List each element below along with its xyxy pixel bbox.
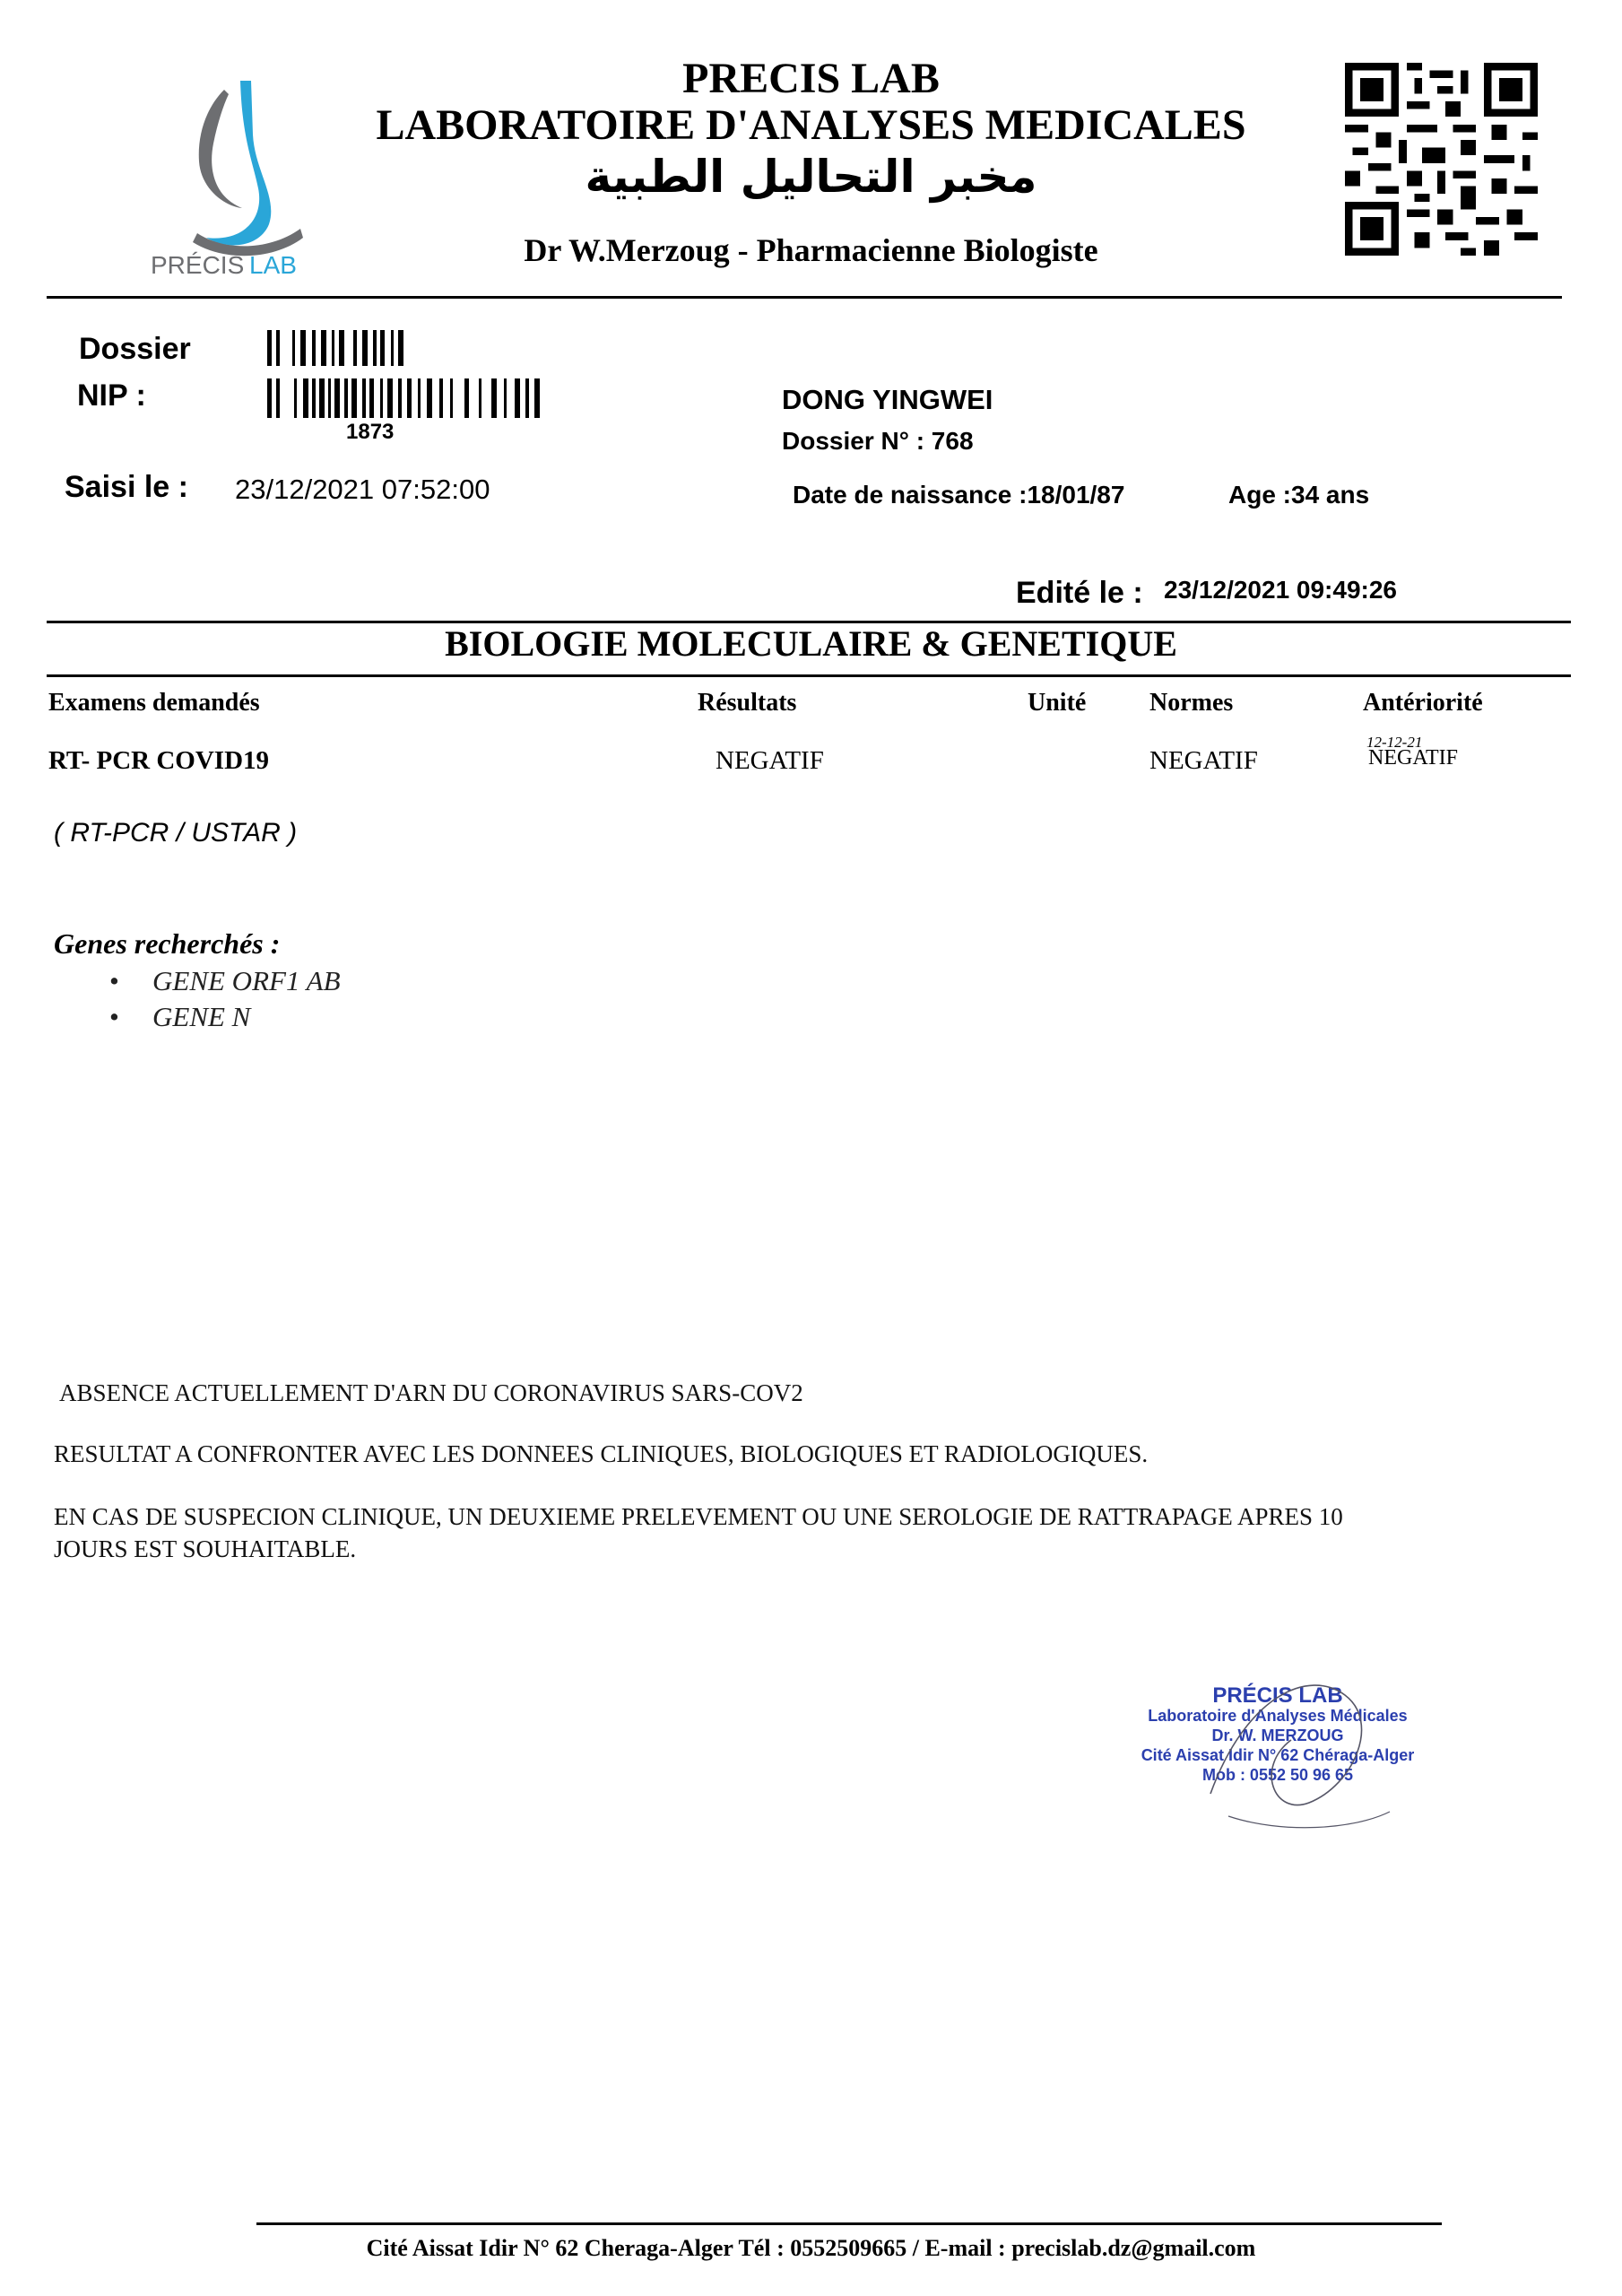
qr-code-icon: [1345, 63, 1538, 256]
section-bottom-divider: [47, 674, 1571, 677]
stamp-line5: Mob : 0552 50 96 65: [1201, 1766, 1354, 1784]
bullet-icon: •: [109, 1001, 119, 1032]
footer-divider: [256, 2222, 1442, 2225]
exam-norm: NEGATIF: [1149, 746, 1258, 775]
col-header-anteriority: Antériorité: [1363, 689, 1483, 717]
gene-label: GENE N: [152, 1001, 251, 1032]
stamp-line3: Dr. W. MERZOUG: [1211, 1726, 1344, 1744]
stamp-line1: PRÉCIS LAB: [1212, 1683, 1343, 1708]
note-confront: RESULTAT A CONFRONTER AVEC LES DONNEES CLINIQUES, BIOLOGIQUES ET RADIOLOGIQUES.: [54, 1440, 1149, 1467]
nip-label: NIP :: [77, 378, 146, 413]
dossier-label: Dossier: [79, 332, 191, 366]
signature-icon: [1175, 1659, 1408, 1839]
lab-title: PRECIS LAB: [682, 55, 940, 102]
logo-text-precis: PRÉCIS: [151, 251, 245, 278]
edite-label: Edité le :: [1016, 576, 1143, 610]
exam-result: NEGATIF: [716, 746, 824, 775]
logo-text-lab: LAB: [249, 251, 297, 278]
anteriority-value: NEGATIF: [1368, 746, 1458, 770]
gene-item: [109, 999, 341, 1035]
nip-barcode-icon: [267, 378, 542, 418]
lab-stamp: [1112, 1683, 1444, 1821]
col-header-result: Résultats: [698, 689, 797, 717]
doctor-line: Dr W.Merzoug - Pharmacienne Biologiste: [524, 232, 1098, 268]
birth-date: Date de naissance :18/01/87: [793, 481, 1125, 509]
section-title: BIOLOGIE MOLECULAIRE & GENETIQUE: [445, 623, 1177, 664]
barcode-number: 1873: [346, 420, 395, 444]
header-divider: [47, 296, 1562, 299]
saisi-value: 23/12/2021 07:52:00: [235, 474, 490, 505]
gene-item: [109, 963, 341, 999]
stamp-line4: Cité Aissat Idir N° 62 Chéraga-Alger: [1141, 1746, 1415, 1764]
note-absence: ABSENCE ACTUELLEMENT D'ARN DU CORONAVIRUS SARS-COV2: [59, 1379, 803, 1406]
patient-age: Age :34 ans: [1228, 481, 1370, 509]
col-header-unit: Unité: [1028, 689, 1087, 717]
bullet-icon: •: [109, 965, 119, 996]
stamp-line2: Laboratoire d'Analyses Médicales: [1148, 1707, 1408, 1725]
lab-arabic-title: مخبر التحاليل الطبية: [585, 151, 1037, 203]
genes-title: Genes recherchés :: [54, 927, 281, 960]
footer-address: Cité Aissat Idir N° 62 Cheraga-Alger Tél : 0552509665 / E-mail : precislab.dz@gmail.com: [366, 2235, 1256, 2261]
note-suspicion-line1: EN CAS DE SUSPECION CLINIQUE, UN DEUXIEME PRELEVEMENT OU UNE SEROLOGIE DE RATTRAPAGE APRES 10: [54, 1503, 1343, 1530]
col-header-exam: Examens demandés: [48, 689, 260, 717]
lab-subtitle: LABORATOIRE D'ANALYSES MEDICALES: [376, 101, 1246, 149]
saisi-label: Saisi le :: [65, 470, 188, 504]
edite-value: 23/12/2021 09:49:26: [1164, 576, 1397, 604]
genes-list: [109, 963, 341, 1035]
dossier-number: Dossier N° : 768: [782, 427, 974, 455]
dossier-barcode-icon: [267, 330, 411, 366]
col-header-norms: Normes: [1149, 689, 1234, 717]
note-suspicion-line2: JOURS EST SOUHAITABLE.: [54, 1535, 357, 1562]
exam-name: RT- PCR COVID19: [48, 746, 270, 775]
patient-name: DONG YINGWEI: [782, 384, 993, 415]
gene-label: GENE ORF1 AB: [152, 965, 341, 996]
anteriority-date: 12-12-21: [1366, 734, 1423, 751]
method-text: ( RT-PCR / USTAR ): [54, 818, 298, 848]
